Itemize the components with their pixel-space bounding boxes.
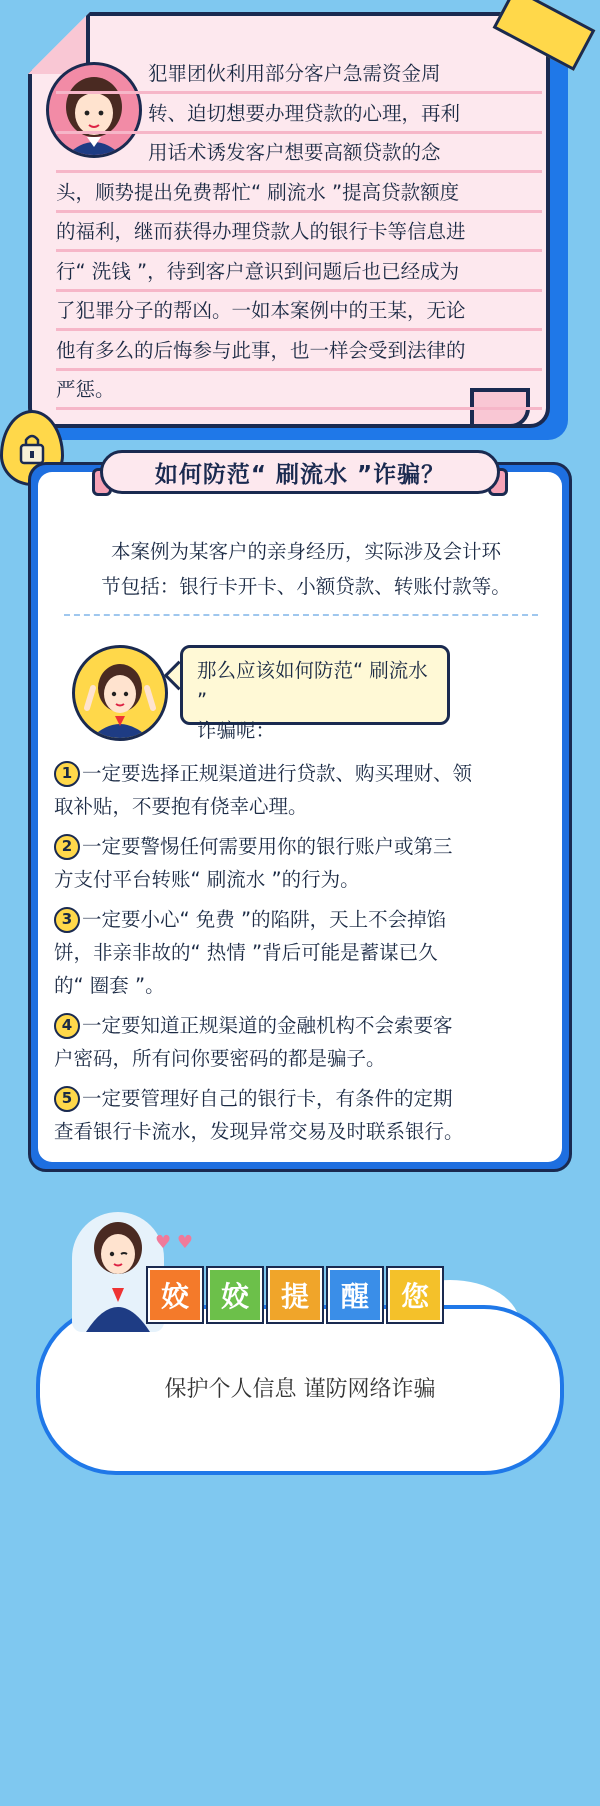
story-line: 严惩。	[56, 372, 542, 410]
section-title: 如何防范“ 刷流水 ”诈骗？	[100, 450, 500, 494]
intro-line: 节包括：银行卡开卡、小额贷款、转账付款等。	[101, 575, 511, 598]
dashed-divider	[64, 614, 538, 616]
tip-number: 4	[54, 1013, 80, 1039]
bubble-line: 诈骗呢：	[197, 719, 276, 742]
story-line: 他有多么的后悔参与此事，也一样会受到法律的	[56, 333, 542, 371]
tip-line: 的“ 圈套 ”。	[54, 974, 165, 997]
tip-number: 2	[54, 834, 80, 860]
badge-char: 姣	[148, 1268, 202, 1322]
tip-number: 1	[54, 761, 80, 787]
story-text	[56, 56, 542, 412]
tip-line: 方支付平台转账“ 刷流水 ”的行为。	[54, 868, 360, 891]
speech-bubble	[180, 645, 450, 742]
tip-line: 户密码，所有问你要密码的都是骗子。	[54, 1047, 386, 1070]
staff-avatar-icon	[75, 648, 165, 738]
slogan: 保护个人信息 谨防网络诈骗	[164, 1377, 436, 1402]
bubble-line: 那么应该如何防范“ 刷流水 ”	[197, 659, 428, 712]
intro-text	[56, 534, 556, 604]
tip-line: 查看银行卡流水，发现异常交易及时联系银行。	[54, 1120, 464, 1143]
tips-list	[54, 757, 554, 1155]
tip-item	[54, 1082, 554, 1148]
tip-item	[54, 903, 554, 1002]
story-line: 用话术诱发客户想要高额贷款的念	[56, 135, 542, 173]
tip-line: 一定要警惕任何需要用你的银行账户或第三	[82, 835, 453, 858]
tip-line: 取补贴，不要抱有侥幸心理。	[54, 795, 308, 818]
avatar-staff	[72, 645, 168, 741]
tip-line: 一定要选择正规渠道进行贷款、购买理财、领	[82, 762, 473, 785]
badge-char: 醒	[328, 1268, 382, 1322]
badge-char: 提	[268, 1268, 322, 1322]
intro-line: 本案例为某客户的亲身经历，实际涉及会计环	[110, 540, 501, 563]
heart-icon: ♥ ♥	[155, 1232, 193, 1253]
badge-char: 姣	[208, 1268, 262, 1322]
tip-line: 饼，非亲非故的“ 热情 ”背后可能是蓄谋已久	[54, 941, 438, 964]
story-line: 转、迫切想要办理贷款的心理，再利	[56, 96, 542, 134]
reminder-badges	[148, 1268, 442, 1322]
tip-number: 3	[54, 907, 80, 933]
tip-line: 一定要管理好自己的银行卡，有条件的定期	[82, 1087, 453, 1110]
tip-number: 5	[54, 1086, 80, 1112]
story-line: 的福利，继而获得办理贷款人的银行卡等信息进	[56, 214, 542, 252]
story-line: 犯罪团伙利用部分客户急需资金周	[56, 56, 542, 94]
story-line: 头，顺势提出免费帮忙“ 刷流水 ”提高贷款额度	[56, 175, 542, 213]
tip-item	[54, 1009, 554, 1075]
tip-line: 一定要知道正规渠道的金融机构不会索要客	[82, 1014, 453, 1037]
story-line: 行“ 洗钱 ”，待到客户意识到问题后也已经成为	[56, 254, 542, 292]
tip-item	[54, 830, 554, 896]
tip-line: 一定要小心“ 免费 ”的陷阱，天上不会掉馅	[82, 908, 447, 931]
tip-item	[54, 757, 554, 823]
badge-char: 您	[388, 1268, 442, 1322]
story-line: 了犯罪分子的帮凶。一如本案例中的王某，无论	[56, 293, 542, 331]
